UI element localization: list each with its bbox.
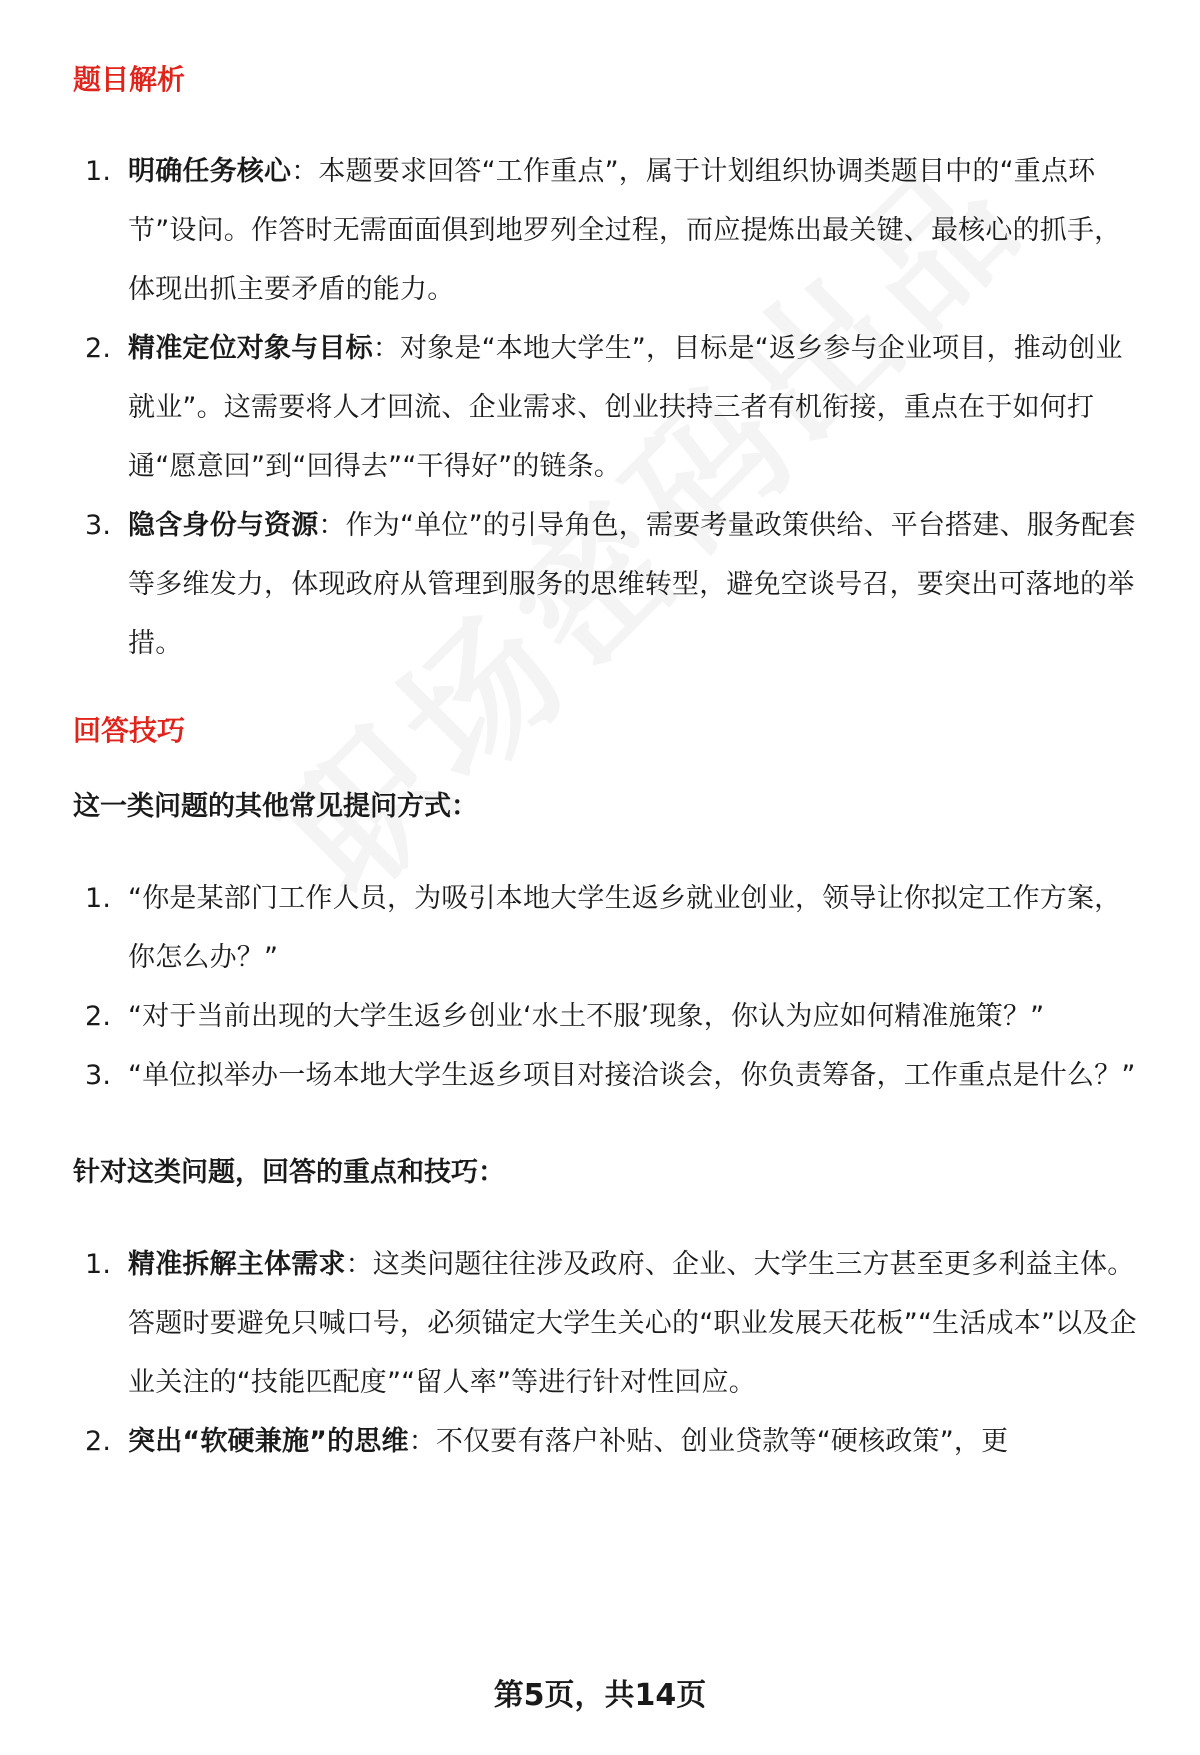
list-number: 1. xyxy=(85,883,112,914)
item-text: “单位拟举办一场本地大学生返乡项目对接洽谈会，你负责筹备，工作重点是什么？” xyxy=(128,1060,1136,1091)
item-text: ：不仅要有落户补贴、创业贷款等“硬核政策”，更 xyxy=(408,1426,1009,1457)
list-item xyxy=(73,869,1143,987)
item-term: 精准定位对象与目标 xyxy=(128,333,373,364)
list-item xyxy=(73,496,1143,673)
item-term: 隐含身份与资源 xyxy=(128,510,319,541)
item-text: “你是某部门工作人员，为吸引本地大学生返乡就业创业，领导让你拟定工作方案，你怎么办？” xyxy=(128,883,1122,973)
list-item xyxy=(73,1412,1143,1471)
section-title-analysis: 题目解析 xyxy=(73,63,186,96)
list-item xyxy=(73,319,1143,496)
item-term: 精准拆解主体需求 xyxy=(128,1249,346,1280)
list-number: 3. xyxy=(85,1060,112,1091)
item-text: ：这类问题往往涉及政府、企业、大学生三方甚至更多利益主体。答题时要避免只喊口号，必须锚定大学生关心的“职业发展天花板”“生活成本”以及企业关注的“技能匹配度”“留人率”等进行针对性回应。 xyxy=(128,1249,1137,1398)
item-text: ：本题要求回答“工作重点”，属于计划组织协调类题目中的“重点环节”设问。作答时无需面面俱到地罗列全过程，而应提炼出最关键、最核心的抓手，体现出抓主要矛盾的能力。 xyxy=(128,156,1122,305)
analysis-list xyxy=(73,142,1143,673)
list-item xyxy=(73,1046,1143,1105)
item-term: 明确任务核心 xyxy=(128,156,292,187)
list-number: 3. xyxy=(85,510,112,541)
item-text: ：对象是“本地大学生”，目标是“返乡参与企业项目，推动创业就业”。这需要将人才回流、企业需求、创业扶持三者有机衔接，重点在于如何打通“愿意回”到“回得去”“干得好”的链条。 xyxy=(128,333,1123,482)
item-text: ：作为“单位”的引导角色，需要考量政策供给、平台搭建、服务配套等多维发力，体现政府从管理到服务的思维转型，避免空谈号召，要突出可落地的举措。 xyxy=(128,510,1136,659)
section-title-skills: 回答技巧 xyxy=(73,714,186,747)
page-content xyxy=(73,52,1143,1471)
list-item xyxy=(73,142,1143,319)
subheading-common-questions: 这一类问题的其他常见提问方式： xyxy=(73,791,478,822)
list-number: 2. xyxy=(85,1001,112,1032)
list-item xyxy=(73,987,1143,1046)
list-number: 1. xyxy=(85,1249,112,1280)
item-text: “对于当前出现的大学生返乡创业‘水土不服’现象，你认为应如何精准施策？” xyxy=(128,1001,1045,1032)
tips-list xyxy=(73,1235,1143,1471)
list-item xyxy=(73,1235,1143,1412)
list-number: 1. xyxy=(85,156,112,187)
item-term: 突出“软硬兼施”的思维 xyxy=(128,1426,409,1457)
questions-list xyxy=(73,869,1143,1105)
page-number: 第5页，共14页 xyxy=(493,1678,707,1713)
subheading-answer-tips: 针对这类问题，回答的重点和技巧： xyxy=(73,1157,505,1188)
list-number: 2. xyxy=(85,1426,112,1457)
list-number: 2. xyxy=(85,333,112,364)
